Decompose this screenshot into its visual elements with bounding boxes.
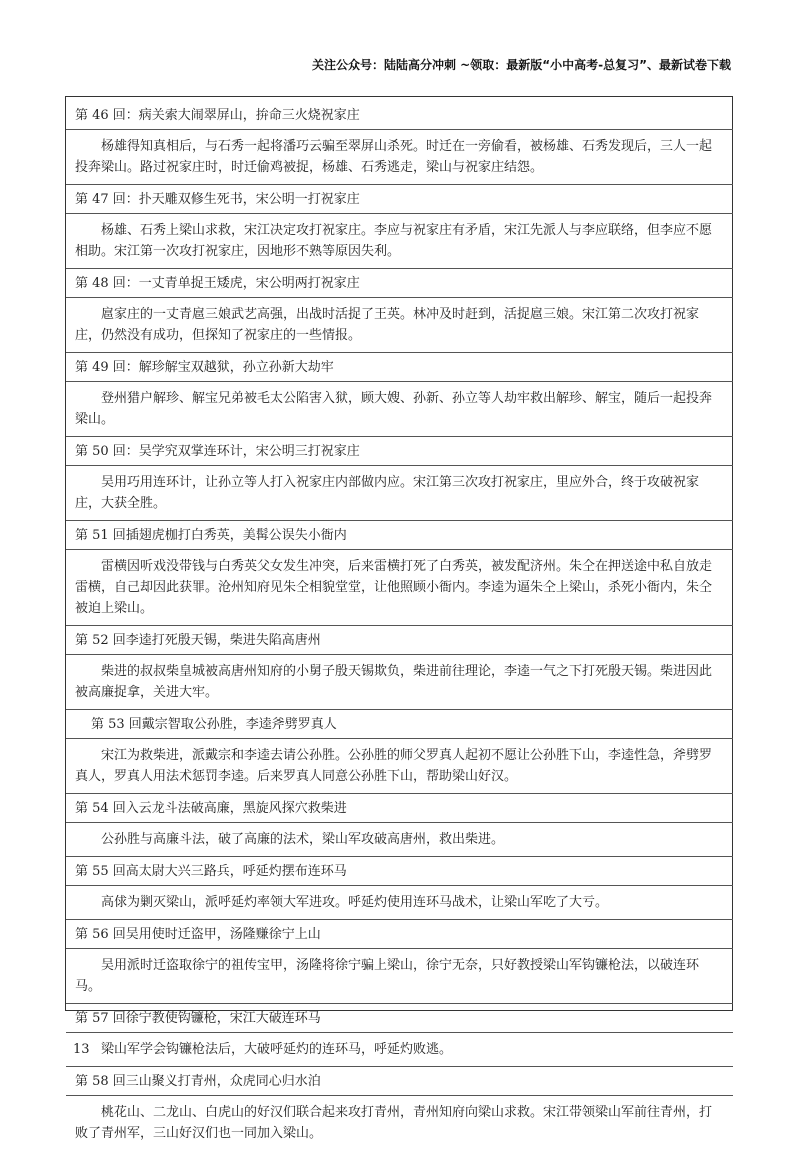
chapter-summary: 雷横因听戏没带钱与白秀英父女发生冲突，后来雷横打死了白秀英，被发配济州。朱仝在押送途中私自放走雷横，自己却因此获罪。沧州知府见朱仝相貌堂堂，让他照顾小衙内。李逵为逼朱仝上梁山，杀死小衙内，朱仝被迫上梁山。 [75, 559, 713, 616]
chapter-row [75, 797, 724, 857]
chapter-title: 第 58 回三山聚义打青州，众虎同心归水泊 [75, 1074, 321, 1089]
row-divider [66, 822, 733, 823]
row-divider [66, 297, 733, 298]
chapter-title: 第 50 回：吴学究双掌连环计，宋公明三打祝家庄 [75, 444, 360, 459]
chapter-summary: 公孙胜与高廉斗法，破了高廉的法术，梁山军攻破高唐州，救出柴进。 [101, 832, 505, 847]
row-divider [66, 520, 733, 521]
row-divider [66, 1032, 733, 1033]
chapter-row [75, 923, 724, 1004]
chapter-row [75, 1070, 724, 1144]
chapter-list [75, 104, 724, 1150]
chapter-summary: 杨雄得知真相后，与石秀一起将潘巧云骗至翠屏山杀死。时迁在一旁偷看，被杨雄、石秀发现后，三人一起投奔梁山。路过祝家庄时，时迁偷鸡被捉，杨雄、石秀逃走，梁山与祝家庄结怨。 [75, 139, 713, 175]
row-divider [66, 948, 733, 949]
chapter-row [75, 1007, 724, 1067]
row-divider [66, 184, 733, 185]
row-divider [66, 268, 733, 269]
chapter-row [75, 860, 724, 920]
chapter-title: 第 46 回：病关索大闹翠屏山，拚命三火烧祝家庄 [75, 108, 360, 123]
page-number: 13 [73, 1042, 90, 1057]
row-divider [66, 738, 733, 739]
row-divider [66, 1095, 733, 1096]
row-divider [66, 352, 733, 353]
page-header: 关注公众号：陆陆高分冲刺 ~领取：最新版“小中高考-总复习”、最新试卷下载 [312, 58, 731, 72]
row-divider [66, 793, 733, 794]
row-divider [66, 919, 733, 920]
row-divider [66, 709, 733, 710]
row-divider [66, 129, 733, 130]
chapter-title: 第 49 回：解珍解宝双越狱，孙立孙新大劫牢 [75, 360, 334, 375]
chapter-summary: 登州猎户解珍、解宝兄弟被毛太公陷害入狱，顾大嫂、孙新、孙立等人劫牢救出解珍、解宝，随后一起投奔梁山。 [75, 391, 713, 427]
row-divider [66, 549, 733, 550]
chapter-summary: 梁山军学会钩镰枪法后，大破呼延灼的连环马，呼延灼败逃。 [101, 1042, 453, 1057]
row-divider [66, 654, 733, 655]
row-divider [66, 625, 733, 626]
chapter-title: 第 57 回徐宁教使钩镰枪，宋江大破连环马 [75, 1011, 321, 1026]
row-divider [66, 465, 733, 466]
row-divider [66, 1003, 733, 1004]
chapter-summary: 吴用派时迁盗取徐宁的祖传宝甲，汤隆将徐宁骗上梁山，徐宁无奈，只好教授梁山军钩镰枪法，以破连环马。 [75, 958, 700, 994]
chapter-title: 第 51 回插翅虎枷打白秀英，美髯公误失小衙内 [75, 528, 347, 543]
chapter-summary: 吴用巧用连环计，让孙立等人打入祝家庄内部做内应。宋江第三次攻打祝家庄，里应外合，终于攻破祝家庄，大获全胜。 [75, 475, 700, 511]
chapter-row [75, 272, 724, 353]
chapter-row [75, 629, 724, 710]
chapter-row [75, 440, 724, 521]
row-divider [66, 885, 733, 886]
chapter-row [75, 524, 724, 626]
chapter-title: 第 56 回吴用使时迁盗甲，汤隆赚徐宁上山 [75, 927, 321, 942]
chapter-summary: 柴进的叔叔柴皇城被高唐州知府的小舅子殷天锡欺负，柴进前往理论，李逵一气之下打死殷天锡。柴进因此被高廉捉拿，关进大牢。 [75, 664, 713, 700]
chapter-title: 第 52 回李逵打死殷天锡，柴进失陷高唐州 [75, 633, 321, 648]
chapter-title: 第 48 回：一丈青单捉王矮虎，宋公明两打祝家庄 [75, 276, 360, 291]
chapter-row [75, 188, 724, 269]
chapter-title: 第 54 回入云龙斗法破高廉，黑旋风探穴救柴进 [75, 801, 347, 816]
chapter-row [75, 713, 724, 794]
chapter-row [75, 356, 724, 437]
row-divider [66, 381, 733, 382]
chapter-title: 第 55 回高太尉大兴三路兵，呼延灼摆布连环马 [75, 864, 347, 879]
chapter-row [75, 104, 724, 185]
chapter-title: 第 47 回：扑天雕双修生死书，宋公明一打祝家庄 [75, 192, 360, 207]
chapter-title: 第 53 回戴宗智取公孙胜，李逵斧劈罗真人 [91, 717, 337, 732]
row-divider [66, 1066, 733, 1067]
chapter-summary: 扈家庄的一丈青扈三娘武艺高强，出战时活捉了王英。林冲及时赶到，活捉扈三娘。宋江第二次攻打祝家庄，仍然没有成功，但探知了祝家庄的一些情报。 [75, 307, 700, 343]
row-divider [66, 436, 733, 437]
row-divider [66, 856, 733, 857]
chapter-summary: 桃花山、二龙山、白虎山的好汉们联合起来攻打青州，青州知府向梁山求救。宋江带领梁山军前往青州，打败了青州军，三山好汉们也一同加入梁山。 [75, 1105, 713, 1141]
row-divider [66, 213, 733, 214]
chapter-summary: 高俅为剿灭梁山，派呼延灼率领大军进攻。呼延灼使用连环马战术，让梁山军吃了大亏。 [101, 895, 609, 910]
chapter-summary: 宋江为救柴进，派戴宗和李逵去请公孙胜。公孙胜的师父罗真人起初不愿让公孙胜下山，李逵性急，斧劈罗真人，罗真人用法术惩罚李逵。后来罗真人同意公孙胜下山，帮助梁山好汉。 [75, 748, 713, 784]
chapter-summary: 杨雄、石秀上梁山求救，宋江决定攻打祝家庄。李应与祝家庄有矛盾，宋江先派人与李应联络，但李应不愿相助。宋江第一次攻打祝家庄，因地形不熟等原因失利。 [75, 223, 713, 259]
